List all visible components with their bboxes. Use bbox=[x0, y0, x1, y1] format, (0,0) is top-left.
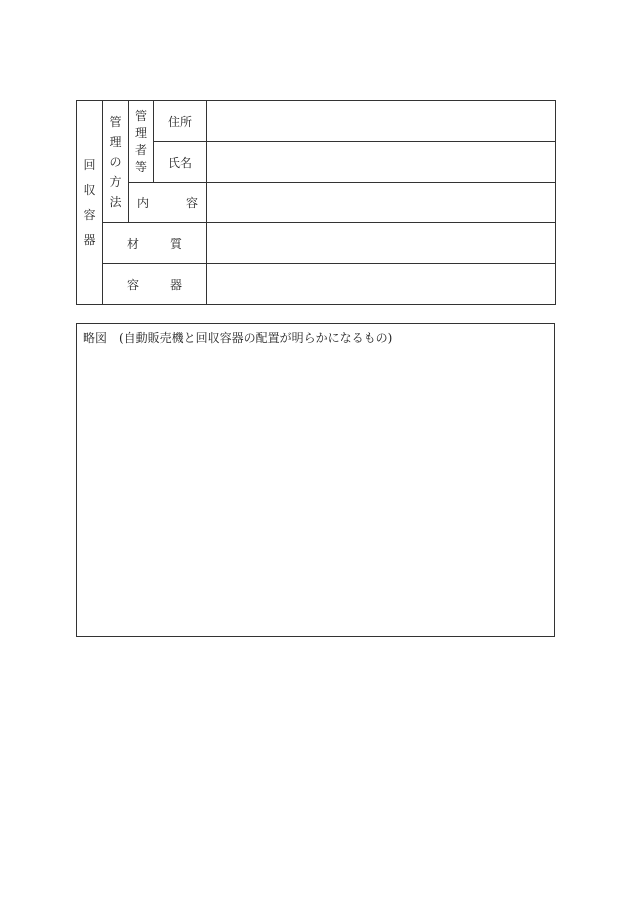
address-label: 住所 bbox=[154, 101, 207, 142]
material-label: 材 質 bbox=[103, 223, 207, 264]
sketch-title: 略図 (自動販売機と回収容器の配置が明らかになるもの) bbox=[83, 331, 393, 345]
material-field[interactable] bbox=[207, 223, 556, 264]
name-field[interactable] bbox=[207, 142, 556, 183]
container-label: 容 器 bbox=[103, 264, 207, 305]
manager-header: 管 理 者 等 bbox=[129, 101, 154, 183]
content-label: 内 容 bbox=[129, 183, 207, 223]
name-label: 氏名 bbox=[154, 142, 207, 183]
sketch-area[interactable] bbox=[76, 323, 555, 637]
address-field[interactable] bbox=[207, 101, 556, 142]
content-field[interactable] bbox=[207, 183, 556, 223]
management-method-header: 管 理 の 方 法 bbox=[103, 101, 129, 223]
recovery-container-header: 回 収 容 器 bbox=[77, 101, 103, 305]
container-field[interactable] bbox=[207, 264, 556, 305]
recovery-container-table bbox=[76, 100, 556, 305]
